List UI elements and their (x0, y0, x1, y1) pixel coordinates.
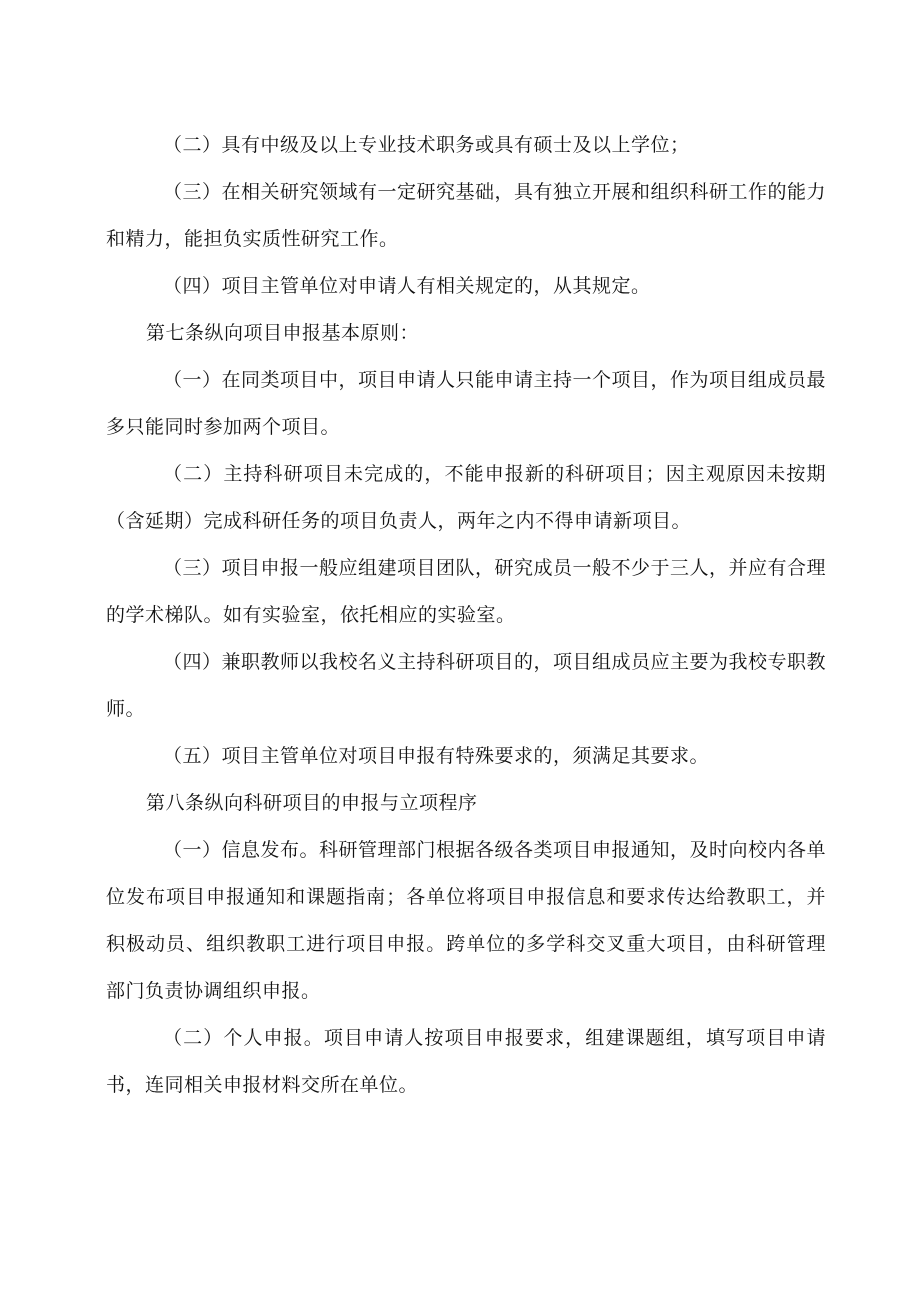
paragraph-item-3-research-foundation: （三）在相关研究领域有一定研究基础，具有独立开展和组织科研工作的能力和精力，能担负实质性研究工作。 (106, 181, 827, 250)
document-page (106, 122, 826, 1109)
paragraph-art7-item-2: （二）主持科研项目未完成的，不能申报新的科研项目；因主观原因未按期（含延期）完成科研任务的项目负责人，两年之内不得申请新项目。 (106, 463, 826, 532)
article-7-heading: 第七条纵向项目申报基本原则： (146, 322, 420, 344)
paragraph-art7-item-1: （一）在同类项目中，项目申请人只能申请主持一个项目，作为项目组成员最多只能同时参加两个项目。 (106, 369, 827, 438)
paragraph-item-4-unit-rules: （四）项目主管单位对申请人有相关规定的，从其规定。 (163, 275, 651, 297)
paragraph-art8-item-1: （一）信息发布。科研管理部门根据各级各类项目申报通知，及时向校内各单位发布项目申报通知和课题指南；各单位将项目申报信息和要求传达给教职工，并积极动员、组织教职工进行项目申报。跨单位的多学科交叉重大项目，由科研管理部门负责协调组织申报。 (106, 839, 827, 1002)
paragraph-art7-item-3: （三）项目申报一般应组建项目团队，研究成员一般不少于三人，并应有合理的学术梯队。如有实验室，依托相应的实验室。 (106, 557, 827, 626)
paragraph-item-2-qualification: （二）具有中级及以上专业技术职务或具有硕士及以上学位； (163, 134, 690, 156)
paragraph-art7-item-5: （五）项目主管单位对项目申报有特殊要求的，须满足其要求。 (163, 745, 710, 767)
paragraph-art7-item-4: （四）兼职教师以我校名义主持科研项目的，项目组成员应主要为我校专职教师。 (106, 651, 827, 720)
article-8-heading: 第八条纵向科研项目的申报与立项程序 (146, 792, 478, 814)
paragraph-art8-item-2: （二）个人申报。项目申请人按项目申报要求，组建课题组，填写项目申请书，连同相关申报材料交所在单位。 (106, 1027, 826, 1096)
